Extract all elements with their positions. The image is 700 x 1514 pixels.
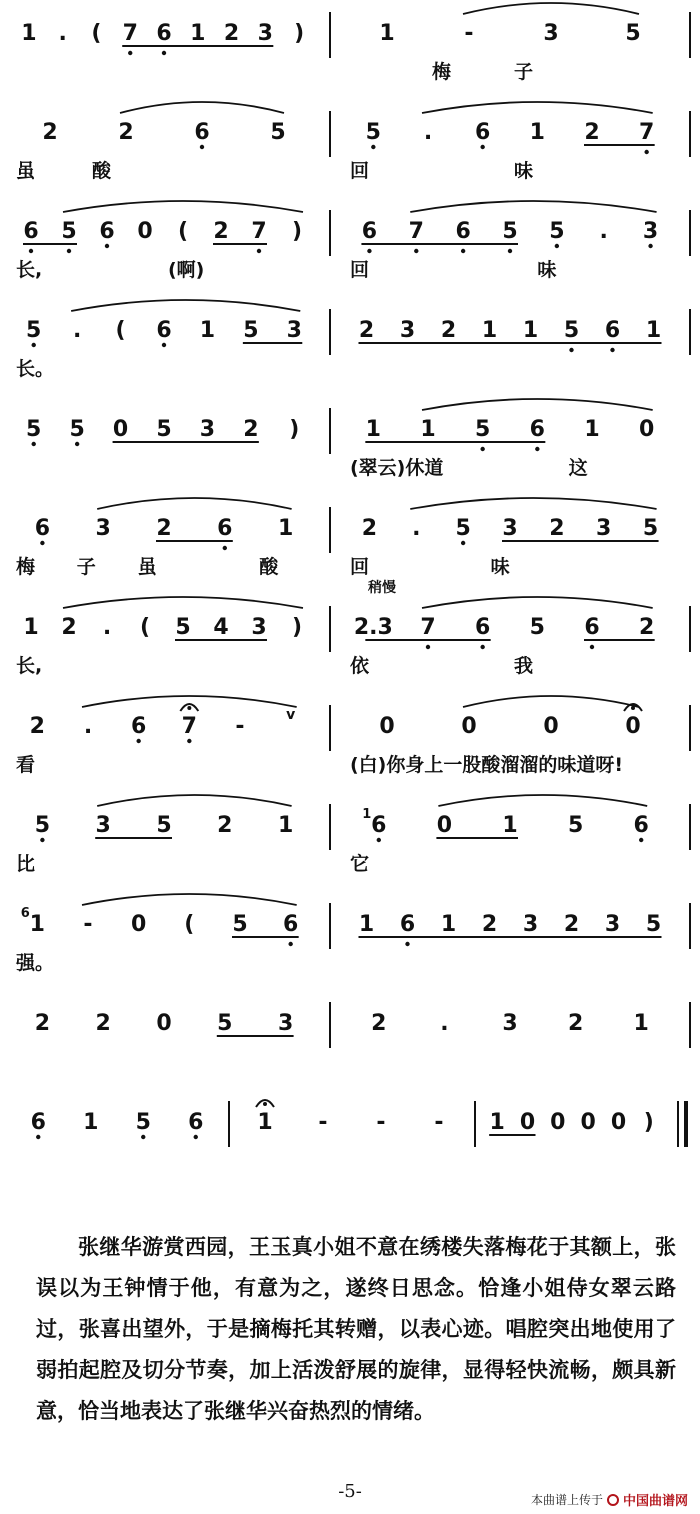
note: 5: [563, 318, 580, 343]
note: 5: [475, 417, 491, 442]
note: -: [235, 714, 245, 739]
note: 2: [358, 318, 375, 343]
note: 3: [257, 21, 273, 46]
lyric-syllable: 梅: [16, 556, 36, 578]
octave-dot: [508, 249, 512, 253]
note: 0: [461, 714, 477, 739]
note: 6: [455, 219, 471, 244]
credit-brand[interactable]: 中国曲谱网: [622, 1494, 688, 1509]
note: 3: [543, 21, 559, 46]
note: -: [464, 21, 474, 46]
note: 1: [257, 1110, 273, 1135]
grace-note: 1: [362, 807, 372, 822]
note: 5: [365, 120, 381, 145]
note: 7: [122, 21, 138, 46]
lyric-syllable: 它: [350, 853, 370, 875]
octave-dot: [40, 541, 44, 545]
note: 3: [522, 912, 539, 937]
note: 2: [563, 912, 580, 937]
octave-dot: [648, 244, 652, 248]
note: 1: [190, 21, 206, 46]
note: 5: [156, 813, 172, 838]
octave-dot: [105, 244, 109, 248]
note: 6: [371, 813, 387, 838]
note: 1: [481, 318, 498, 343]
note: 0: [137, 219, 153, 244]
lyric-syllable: (白)你身上一股酸溜溜的味道呀!: [350, 754, 624, 776]
octave-dot: [461, 541, 465, 545]
note: 0: [156, 1011, 172, 1036]
lyric-syllable: 长,: [16, 655, 43, 677]
note: 1: [522, 318, 539, 343]
note: 2: [156, 516, 172, 541]
note: 6: [188, 1110, 204, 1135]
octave-dot: [610, 348, 614, 352]
note: 2: [29, 714, 45, 739]
slur-arc: [71, 300, 300, 311]
note: 2: [549, 516, 565, 541]
octave-dot: [36, 1135, 40, 1139]
note: 2: [584, 120, 600, 145]
lyric-syllable: 长。: [16, 358, 55, 380]
note: 5: [61, 219, 77, 244]
note: 3: [286, 318, 302, 343]
octave-dot: [40, 838, 44, 842]
note: 5: [625, 21, 641, 46]
slur-arc: [82, 894, 297, 905]
octave-dot: [136, 739, 140, 743]
note: .: [58, 21, 67, 46]
slur-arc: [120, 102, 284, 113]
note: 6: [604, 318, 621, 343]
note: 5: [26, 318, 42, 343]
note: 1: [379, 21, 395, 46]
fermata-dot: [263, 1102, 267, 1106]
slur-arc: [410, 201, 656, 212]
slur-arc: [63, 597, 303, 608]
octave-dot: [187, 739, 191, 743]
lyric-syllable: 看: [16, 754, 36, 776]
note: 5: [156, 417, 172, 442]
slur-arc: [82, 696, 297, 707]
octave-dot: [426, 645, 430, 649]
slur-arc: [422, 102, 653, 113]
note: 5: [217, 1011, 233, 1036]
note: 2: [217, 813, 233, 838]
octave-dot: [162, 343, 166, 347]
note: 6: [156, 21, 172, 46]
lyric-syllable: 梅: [432, 61, 452, 83]
octave-dot: [32, 442, 36, 446]
note: 0: [580, 1110, 596, 1135]
note: 5: [232, 912, 248, 937]
note: 2: [243, 417, 259, 442]
note: 1: [365, 417, 381, 442]
octave-dot: [590, 645, 594, 649]
note: 6: [361, 219, 378, 244]
slur-arc: [63, 201, 303, 212]
note: 1: [440, 912, 457, 937]
note: (: [91, 21, 102, 46]
note: 7: [420, 615, 436, 640]
lyric-syllable: 比: [16, 853, 36, 875]
site-logo-icon: [607, 1494, 619, 1506]
slur-arc: [438, 795, 647, 806]
note: 1: [83, 1110, 99, 1135]
note: 5: [455, 516, 471, 541]
slur-arc: [97, 795, 291, 806]
note: (: [184, 912, 195, 937]
note: ): [291, 615, 303, 640]
lyric-syllable: 依: [350, 655, 370, 677]
lyric-syllable: 味: [490, 556, 510, 578]
lyric-syllable: 长,: [16, 259, 43, 281]
note: 6: [529, 417, 545, 442]
note: .: [599, 219, 608, 244]
slur-arc: [463, 3, 639, 14]
note: 3: [277, 1011, 294, 1036]
note: -: [434, 1110, 444, 1135]
octave-dot: [367, 249, 371, 253]
note: (: [139, 615, 151, 640]
note: 2.3: [353, 615, 393, 640]
octave-dot: [223, 546, 227, 550]
note: 5: [529, 615, 545, 640]
note: .: [72, 318, 82, 343]
lyric-syllable: 子: [514, 61, 534, 83]
note: 2: [61, 615, 77, 640]
note: 1: [584, 417, 600, 442]
note: 6: [217, 516, 233, 541]
note: 1: [529, 120, 545, 145]
note: 2: [223, 21, 240, 46]
lyric-syllable: 这: [568, 457, 588, 479]
note: ): [289, 417, 300, 442]
lyric-syllable: 我: [514, 655, 534, 677]
note: 0: [436, 813, 453, 838]
note: 6: [99, 219, 115, 244]
note: .: [83, 714, 93, 739]
note: 6: [30, 1110, 46, 1135]
octave-dot: [639, 838, 643, 842]
lyric-syllable: 回: [350, 259, 370, 281]
note: 6: [399, 912, 416, 937]
note: 6: [23, 219, 39, 244]
octave-dot: [200, 145, 204, 149]
lyric-syllable: 回: [350, 160, 370, 182]
note: 6: [283, 912, 299, 937]
lyric-syllable: 虽: [16, 160, 36, 182]
note: 4: [213, 615, 229, 640]
lyric-syllable: 酸: [92, 160, 112, 182]
note: 1: [21, 21, 37, 46]
note: .: [102, 615, 112, 640]
note: (: [177, 219, 189, 244]
octave-dot: [480, 447, 484, 451]
octave-dot: [162, 51, 166, 55]
lyric-syllable: 虽: [137, 556, 157, 578]
note: 3: [502, 1011, 518, 1036]
note: 1: [633, 1011, 649, 1036]
note: 2: [213, 219, 229, 244]
note: -: [83, 912, 93, 937]
octave-dot: [257, 249, 261, 253]
note: ): [291, 219, 303, 244]
note: 1: [645, 318, 662, 343]
fermata-dot: [187, 706, 191, 710]
note: .: [412, 516, 421, 541]
tempo-mark: 稍慢: [368, 580, 396, 596]
slur-arc: [422, 597, 653, 608]
note: 1: [420, 417, 436, 442]
note: 0: [112, 417, 129, 442]
note: 6: [584, 615, 600, 640]
slur-arc: [410, 498, 656, 509]
octave-dot: [141, 1135, 145, 1139]
note: 2: [567, 1011, 584, 1036]
note: 3: [95, 516, 111, 541]
note: 7: [408, 219, 424, 244]
note: 6: [633, 813, 649, 838]
note: 0: [519, 1110, 536, 1135]
octave-dot: [194, 1135, 198, 1139]
note: 2: [481, 912, 498, 937]
page-number: -5-: [338, 1481, 362, 1502]
note: 5: [549, 219, 565, 244]
note: 1: [29, 912, 45, 937]
note: 1: [489, 1110, 505, 1135]
octave-dot: [128, 51, 132, 55]
song-description: [36, 1226, 676, 1431]
note: 0: [131, 912, 147, 937]
note: 6: [34, 516, 51, 541]
note: 5: [642, 516, 659, 541]
lyric-syllable: 子: [76, 556, 96, 578]
octave-dot: [569, 348, 573, 352]
note: 6: [475, 615, 491, 640]
lyric-syllable: 味: [537, 259, 557, 281]
note: -: [376, 1110, 386, 1135]
octave-dot: [75, 442, 79, 446]
note: 3: [502, 516, 518, 541]
note: 5: [175, 615, 191, 640]
octave-dot: [414, 249, 418, 253]
octave-dot: [405, 942, 409, 946]
note: 0: [639, 417, 655, 442]
octave-dot: [288, 942, 292, 946]
note: 6: [194, 120, 210, 145]
note: 3: [251, 615, 267, 640]
note: 2: [95, 1011, 111, 1036]
upload-credit: [531, 1490, 688, 1509]
lyric-syllable: 回: [350, 556, 370, 578]
note: .: [423, 120, 433, 145]
note: (: [115, 318, 126, 343]
note: 0: [543, 714, 559, 739]
octave-dot: [461, 249, 465, 253]
octave-dot: [29, 249, 33, 253]
note: 6: [131, 714, 147, 739]
note: 5: [567, 813, 584, 838]
note: ): [294, 21, 305, 46]
lyric-syllable: 强。: [16, 952, 55, 974]
description-paragraph: 张继华游赏西园，王玉真小姐不意在绣楼失落梅花于其额上，张误以为王钟情于他，有意为之，遂终日思念。恰逢小姐侍女翠云路过，张喜出望外，于是摘梅托其转赠，以表心迹。唱腔突出地使用了弱拍起腔及切分节奏，加上活泼舒展的旋律，显得轻快流畅，颇具新意，恰当地表达了张继华兴奋热烈的情绪。: [36, 1234, 676, 1423]
note: 1: [23, 615, 39, 640]
note: 5: [135, 1110, 151, 1135]
note: 3: [604, 912, 621, 937]
note: 7: [181, 714, 197, 739]
note: 6: [156, 318, 172, 343]
breath-mark: v: [286, 707, 296, 723]
octave-dot: [377, 838, 381, 842]
note: 5: [69, 417, 85, 442]
lyric-syllable: (啊): [168, 259, 205, 281]
slur-arc: [463, 696, 639, 707]
note: 3: [199, 417, 216, 442]
note: 6: [475, 120, 491, 145]
octave-dot: [32, 343, 36, 347]
octave-dot: [371, 145, 375, 149]
note: 5: [26, 417, 42, 442]
note: 3: [642, 219, 659, 244]
grace-note: 6: [20, 906, 30, 921]
note: 3: [596, 516, 612, 541]
octave-dot: [644, 150, 648, 154]
note: 2: [361, 516, 378, 541]
note: 1: [277, 516, 294, 541]
note: 5: [502, 219, 518, 244]
lyric-syllable: 味: [514, 160, 534, 182]
note: 5: [34, 813, 51, 838]
octave-dot: [67, 249, 71, 253]
note: .: [440, 1011, 449, 1036]
note: 0: [550, 1110, 566, 1135]
note: -: [318, 1110, 328, 1135]
note: 2: [42, 120, 58, 145]
octave-dot: [480, 145, 484, 149]
note: 5: [243, 318, 259, 343]
octave-dot: [555, 244, 559, 248]
credit-text: 本曲谱上传于: [530, 1493, 603, 1507]
note: 0: [379, 714, 395, 739]
note: 1: [502, 813, 518, 838]
octave-dot: [535, 447, 539, 451]
note: 1: [277, 813, 294, 838]
note: 7: [251, 219, 267, 244]
note: 3: [95, 813, 111, 838]
note: 7: [639, 120, 655, 145]
note: ): [643, 1110, 654, 1135]
slur-arc: [422, 399, 653, 410]
note: 5: [645, 912, 662, 937]
note: 3: [399, 318, 416, 343]
octave-dot: [480, 645, 484, 649]
note: 2: [34, 1011, 51, 1036]
lyric-syllable: (翠云)休道: [350, 457, 444, 479]
note: 0: [610, 1110, 627, 1135]
note: 2: [118, 120, 134, 145]
note: 5: [270, 120, 286, 145]
note: 0: [625, 714, 641, 739]
note: 2: [371, 1011, 387, 1036]
note: 2: [639, 615, 655, 640]
lyric-syllable: 酸: [259, 556, 279, 578]
note: 1: [199, 318, 216, 343]
note: 2: [440, 318, 457, 343]
slur-arc: [97, 498, 291, 509]
note: 1: [358, 912, 375, 937]
